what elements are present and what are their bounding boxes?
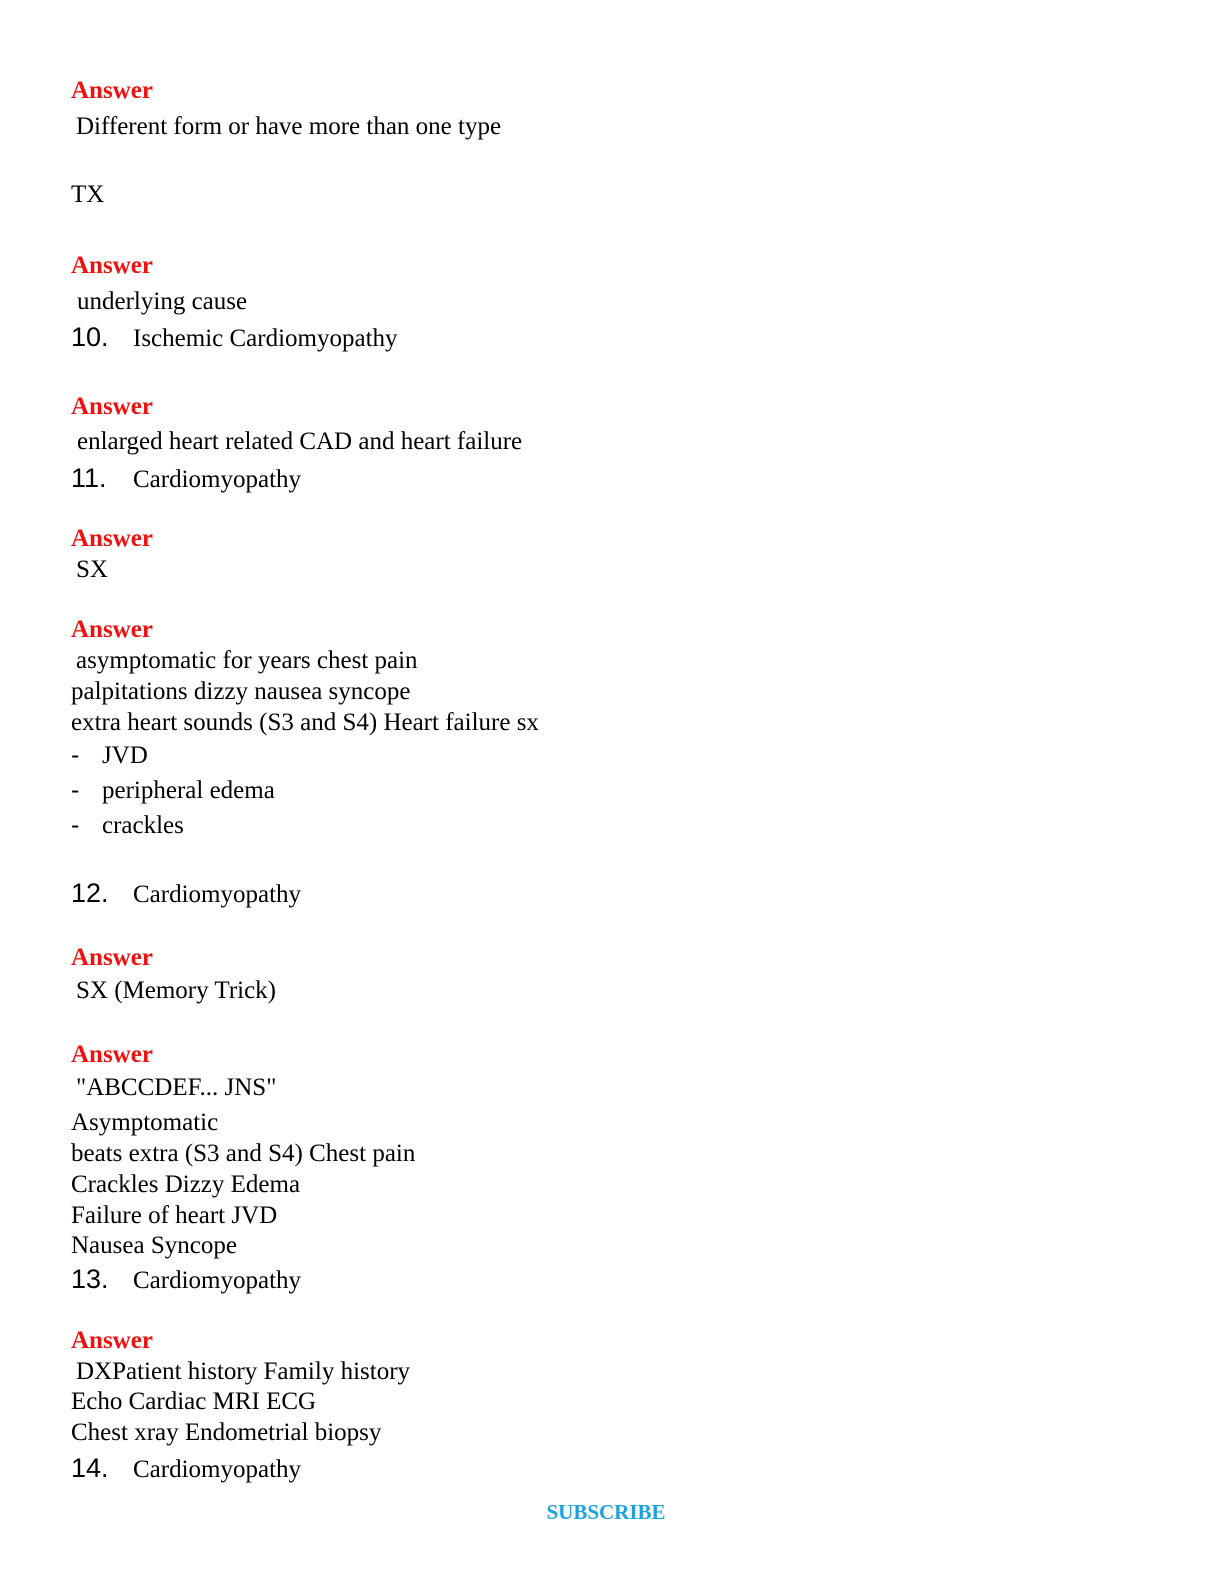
question-item-14 [71, 1453, 301, 1485]
question-number: 12. [71, 878, 109, 908]
question-title: Ischemic Cardiomyopathy [133, 325, 398, 352]
answer-label: Answer [71, 1327, 153, 1354]
answer-text: beats extra (S3 and S4) Chest pain [71, 1140, 416, 1167]
question-title: Cardiomyopathy [133, 881, 302, 908]
answer-label: Answer [71, 252, 153, 279]
question-title: Cardiomyopathy [133, 1267, 302, 1294]
answer-text: Failure of heart JVD [71, 1202, 278, 1229]
answer-text: underlying cause [77, 288, 248, 315]
answer-text: Asymptomatic [71, 1109, 219, 1136]
answer-text: SX [76, 556, 108, 583]
answer-label: Answer [71, 944, 153, 971]
question-item-12 [71, 878, 301, 910]
answer-text: Different form or have more than one type [76, 113, 502, 140]
section-label-tx: TX [71, 181, 105, 208]
answer-text: palpitations dizzy nausea syncope [71, 678, 411, 705]
question-title: Cardiomyopathy [133, 1456, 302, 1483]
answer-text: Echo Cardiac MRI ECG [71, 1388, 317, 1415]
dash-icon: - [71, 741, 80, 769]
answer-text: enlarged heart related CAD and heart failure [77, 428, 523, 455]
question-item-10 [71, 322, 398, 354]
subscribe-link[interactable]: SUBSCRIBE [546, 1500, 666, 1524]
answer-text: SX (Memory Trick) [76, 977, 277, 1004]
question-title: Cardiomyopathy [133, 466, 302, 493]
bullet-text: JVD [102, 742, 148, 769]
question-number: 14. [71, 1453, 109, 1483]
answer-text: DXPatient history Family history [76, 1358, 411, 1385]
answer-label: Answer [71, 525, 153, 552]
answer-label: Answer [71, 616, 153, 643]
question-number: 13. [71, 1264, 109, 1294]
answer-text: extra heart sounds (S3 and S4) Heart failure sx [71, 709, 539, 736]
answer-label: Answer [71, 77, 153, 104]
answer-label: Answer [71, 1041, 153, 1068]
question-number: 11. [71, 463, 107, 493]
bullet-text: peripheral edema [102, 777, 275, 804]
answer-text: asymptomatic for years chest pain [76, 647, 418, 674]
answer-text: Crackles Dizzy Edema [71, 1171, 301, 1198]
bullet-item [71, 810, 184, 841]
answer-text: Chest xray Endometrial biopsy [71, 1419, 382, 1446]
question-item-13 [71, 1264, 301, 1296]
dash-icon: - [71, 811, 80, 839]
question-number: 10. [71, 322, 109, 352]
dash-icon: - [71, 776, 80, 804]
answer-text: "ABCCDEF... JNS" [76, 1074, 277, 1101]
bullet-item [71, 740, 148, 771]
answer-text: Nausea Syncope [71, 1232, 237, 1259]
bullet-text: crackles [102, 812, 184, 839]
question-item-11 [71, 463, 301, 495]
answer-label: Answer [71, 393, 153, 420]
bullet-item [71, 775, 275, 806]
